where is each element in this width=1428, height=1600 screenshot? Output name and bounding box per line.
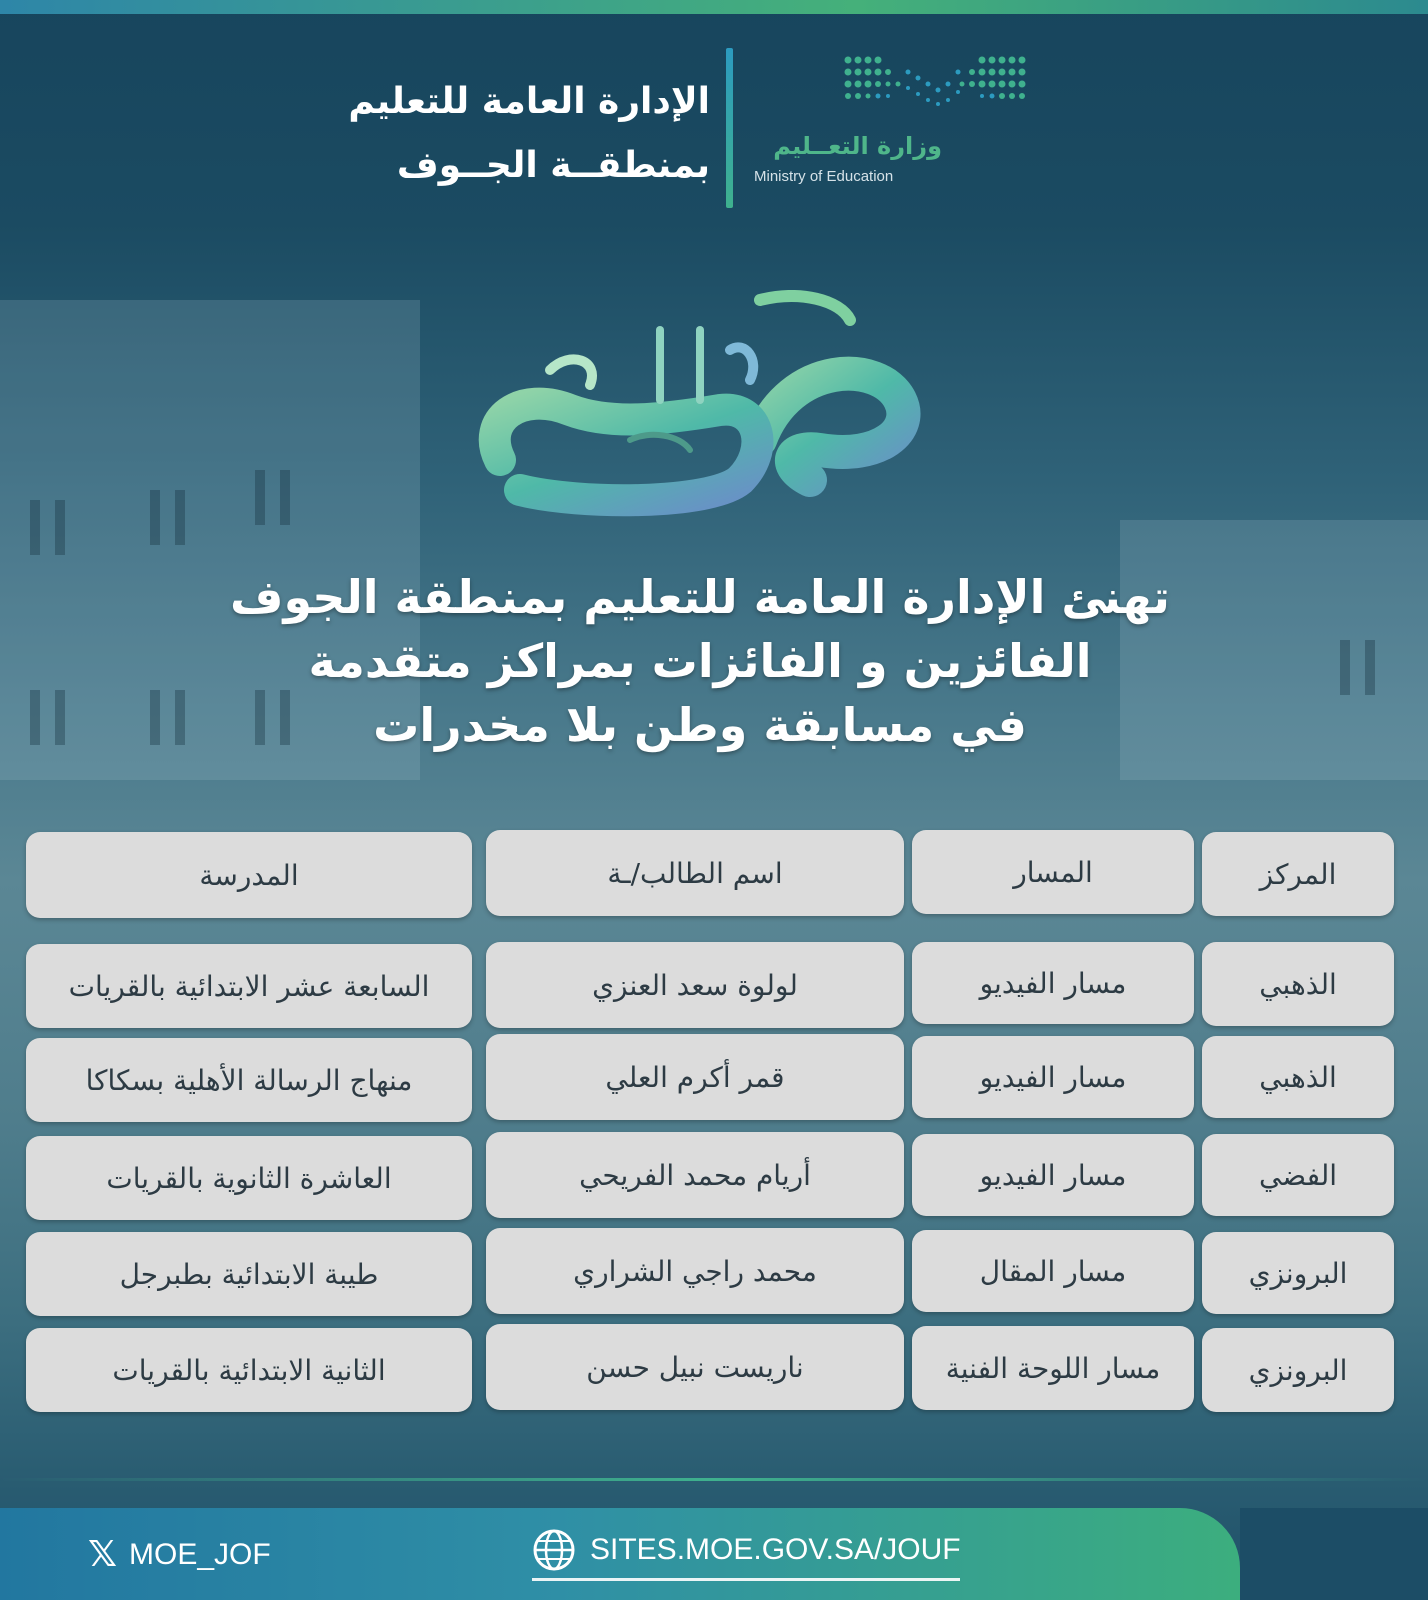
row-rank: الذهبي <box>1202 942 1394 1026</box>
row-track: مسار اللوحة الفنية <box>912 1326 1194 1410</box>
headline-line3: في مسابقة وطن بلا مخدرات <box>373 698 1027 752</box>
row-student-name: لولوة سعد العنزي <box>486 942 904 1028</box>
building-window <box>150 490 160 545</box>
footer-right-panel <box>1240 1508 1428 1600</box>
website-url: SITES.MOE.GOV.SA/JOUF <box>590 1533 961 1566</box>
ministry-logo-arabic: وزارة التعــليم <box>773 132 942 160</box>
department-title-line1: الإدارة العامة للتعليم <box>348 81 710 122</box>
row-track: مسار المقال <box>912 1230 1194 1312</box>
row-school: طيبة الابتدائية بطبرجل <box>26 1232 472 1316</box>
x-logo-icon: 𝕏 <box>88 1534 118 1575</box>
building-window <box>175 490 185 545</box>
globe-icon <box>532 1528 576 1572</box>
headline-line2: الفائزين و الفائزات بمراكز متقدمة <box>308 634 1092 688</box>
department-title-line2: بمنطقــة الجــوف <box>396 145 710 186</box>
header-divider <box>726 48 733 208</box>
building-window <box>255 470 265 525</box>
website-link[interactable] <box>532 1528 961 1572</box>
building-window <box>1365 640 1375 695</box>
social-link[interactable] <box>88 1534 271 1575</box>
top-accent-bar <box>0 0 1428 14</box>
building-window <box>280 470 290 525</box>
building-window <box>55 690 65 745</box>
header-student-name: اسم الطالب/ـة <box>486 830 904 916</box>
building-window <box>55 500 65 555</box>
row-rank: الذهبي <box>1202 1036 1394 1118</box>
ministry-logo <box>752 52 1032 202</box>
building-window <box>30 500 40 555</box>
ministry-logo-dots-icon <box>842 52 1032 122</box>
social-handle: MOE_JOF <box>129 1537 271 1571</box>
header-rank: المركز <box>1202 832 1394 916</box>
row-track: مسار الفيديو <box>912 1036 1194 1118</box>
row-student-name: محمد راجي الشراري <box>486 1228 904 1314</box>
row-school: الثانية الابتدائية بالقريات <box>26 1328 472 1412</box>
row-rank: الفضي <box>1202 1134 1394 1216</box>
calligraphy-artwork <box>460 290 940 520</box>
header-school: المدرسة <box>26 832 472 918</box>
row-student-name: أريام محمد الفريحي <box>486 1132 904 1218</box>
department-title <box>290 70 710 198</box>
building-window <box>30 690 40 745</box>
row-rank: البرونزي <box>1202 1328 1394 1412</box>
building-window <box>1340 640 1350 695</box>
row-track: مسار الفيديو <box>912 1134 1194 1216</box>
headline-line1: تهنئ الإدارة العامة للتعليم بمنطقة الجوف <box>230 570 1170 624</box>
row-student-name: قمر أكرم العلي <box>486 1034 904 1120</box>
header-track: المسار <box>912 830 1194 914</box>
row-track: مسار الفيديو <box>912 942 1194 1024</box>
ministry-logo-english: Ministry of Education <box>754 168 894 185</box>
row-rank: البرونزي <box>1202 1232 1394 1314</box>
headline <box>150 565 1250 757</box>
website-underline <box>532 1578 960 1581</box>
row-school: السابعة عشر الابتدائية بالقريات <box>26 944 472 1028</box>
congratulations-calligraphy <box>460 290 940 520</box>
row-school: العاشرة الثانوية بالقريات <box>26 1136 472 1220</box>
footer-divider <box>0 1478 1428 1481</box>
row-school: منهاج الرسالة الأهلية بسكاكا <box>26 1038 472 1122</box>
row-student-name: ناريست نبيل حسن <box>486 1324 904 1410</box>
